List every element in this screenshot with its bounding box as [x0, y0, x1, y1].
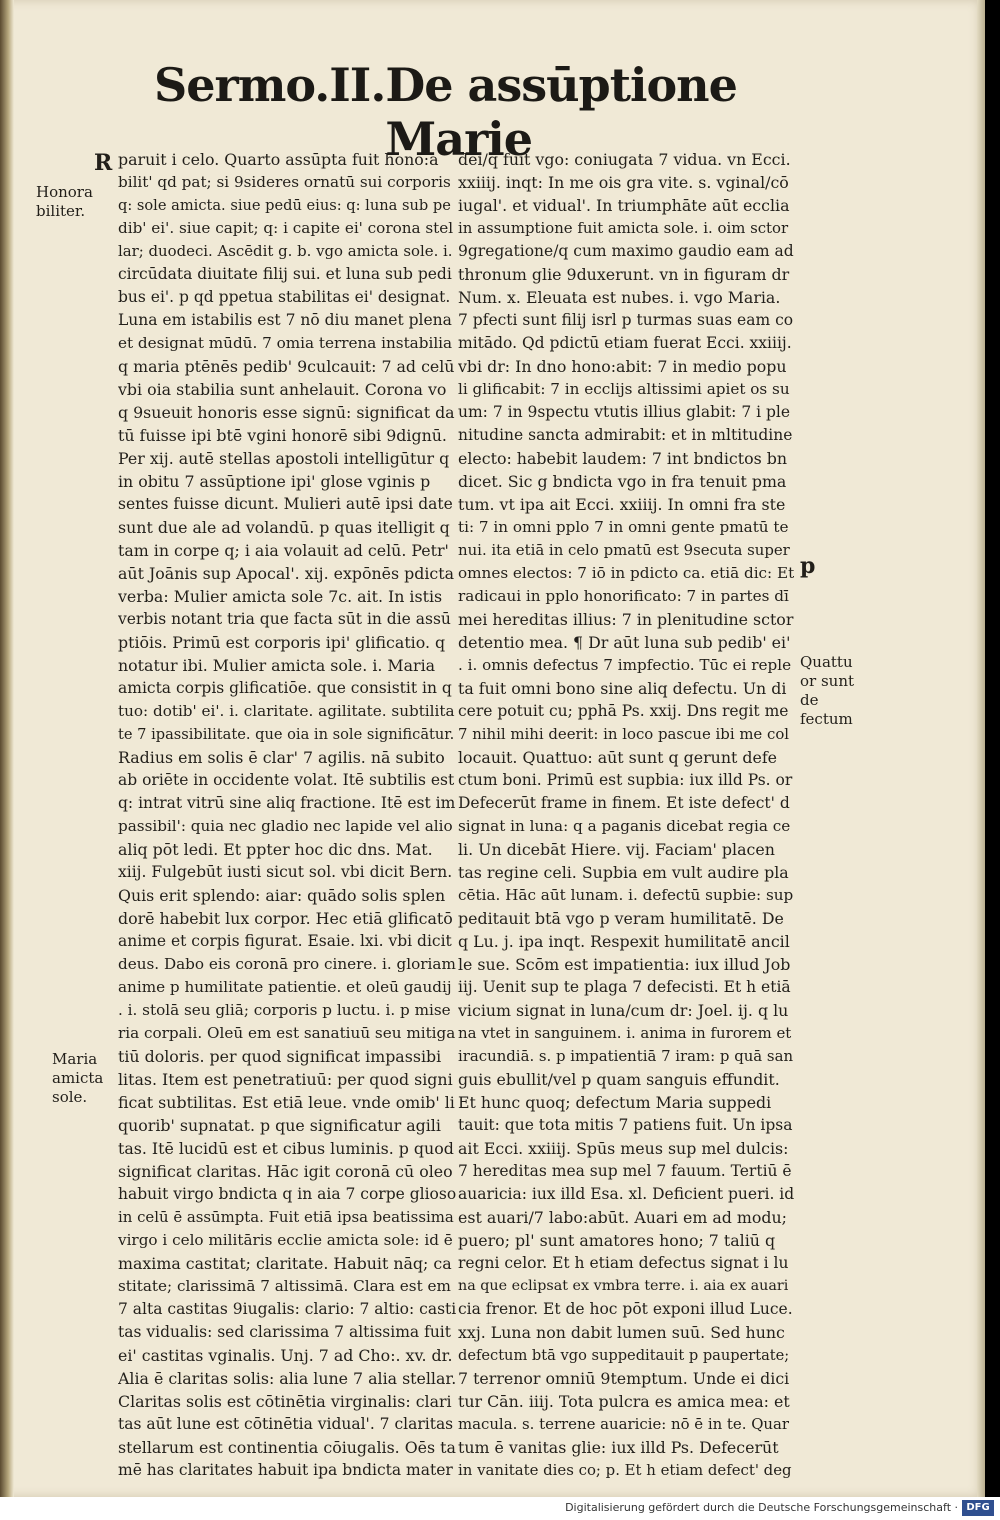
text-line: aliq pōt ledi. Et ppter hoc dic dns. Mat. [118, 840, 433, 859]
text-line: bilit' qd pat; si 9sideres ornatū sui corporis [118, 173, 451, 191]
text-line: Num. x. Eleuata est nubes. i. vgo Maria. [458, 288, 781, 307]
text-line: verbis notant tria que facta sūt in die assū [118, 610, 451, 628]
text-line: um: 7 in 9spectu vtutis illius glabit: 7 i ple [458, 403, 791, 421]
text-line: tam in corpe q; i aia volauit ad celū. Petr' [118, 541, 449, 560]
text-line: locauit. Quattuo: aūt sunt q gerunt defe [458, 748, 778, 767]
footer-credit: Digitalisierung gefördert durch die Deutsche Forschungsgemeinschaft · [565, 1501, 958, 1514]
header-title: De assūptione Marie [385, 58, 737, 166]
text-line: iugal'. et vidual'. In triumphāte aūt ecclia [458, 196, 790, 215]
text-line: xxj. Luna non dabit lumen suū. Sed hunc [458, 1323, 785, 1342]
text-line: regni celor. Et h etiam defectus signat i lu [458, 1254, 789, 1272]
text-line: iij. Uenit sup te plaga 7 defecisti. Et h etiā [458, 978, 791, 996]
text-line: guis ebullit/vel p quam sanguis effundit. [458, 1070, 780, 1089]
text-line: stellarum est continentia cōiugalis. Oēs ta [118, 1438, 456, 1457]
text-line: virgo i celo militāris ecclie amicta sole: id ē [118, 1231, 453, 1249]
text-line: li glificabit: 7 in ecclijs altissimi apiet os su [458, 380, 790, 398]
text-line: amicta corpis glificatiōe. que consistit in q [118, 679, 452, 697]
margin-note-line: amicta [52, 1069, 104, 1087]
text-line: tū fuisse ipi btē vgini honorē sibi 9dignū. [118, 426, 447, 445]
text-line: in vanitate dies co; p. Et h etiam defect' deg [458, 1461, 792, 1479]
text-line: . i. stolā seu gliā; corporis p luctu. i. p mise [118, 1001, 451, 1019]
text-line: vicium signat in luna/cum dr: Joel. ij. q lu [458, 1001, 789, 1020]
text-line: tauit: que tota mitis 7 patiens fuit. Un ipsa [458, 1116, 793, 1134]
text-line: Et hunc quoq; defectum Maria suppedi [458, 1093, 772, 1112]
text-line: dicet. Sic g bndicta vgo in fra tenuit pma [458, 472, 787, 491]
text-line: ta fuit omni bono sine aliq defectu. Un di [458, 679, 787, 698]
margin-note-line: Honora [36, 183, 93, 201]
initial-letter-left: R [94, 150, 113, 176]
text-line: quorib' supnatat. p que significatur agili [118, 1116, 441, 1135]
text-line: signat in luna: q a paganis dicebat regia ce [458, 817, 791, 835]
text-line: Quis erit splendo: aiar: quādo solis splen [118, 886, 446, 905]
text-line: mei hereditas illius: 7 in plenitudine sctor [458, 610, 794, 629]
text-line: 7 terrenor omniū 9temptum. Unde ei dici [458, 1369, 790, 1388]
text-line: litas. Item est penetratiuū: per quod signi [118, 1070, 453, 1089]
text-line: tas aūt lune est cōtinētia vidual'. 7 claritas [118, 1415, 454, 1433]
text-line: circūdata diuitate filij sui. et luna sub pedi [118, 265, 452, 283]
text-line: defectum btā vgo suppeditauit p paupertate; [458, 1347, 790, 1364]
text-line: cētia. Hāc aūt lunam. i. defectū supbie: sup [458, 886, 794, 904]
text-line: . i. omnis defectus 7 impfectio. Tūc ei reple [458, 656, 792, 674]
text-line: xxiiij. inqt: In me ois gra vite. s. vginal/cō [458, 173, 789, 192]
text-line: ab oriēte in occidente volat. Itē subtilis est [118, 771, 455, 789]
text-line: in celū ē assūmpta. Fuit etiā ipsa beatissima [118, 1208, 454, 1226]
text-line: stitate; clarissimā 7 altissimā. Clara est em [118, 1277, 451, 1295]
text-line: Radius em solis ē clar' 7 agilis. nā subito [118, 748, 445, 767]
text-line: li. Un dicebāt Hiere. vij. Faciam' placen [458, 840, 775, 859]
text-line: deus. Dabo eis coronā pro cinere. i. gloriam [118, 955, 456, 973]
text-line: ficat subtilitas. Est etiā leue. vnde omib' li [118, 1093, 455, 1112]
text-line: ei' castitas vginalis. Unj. 7 ad Cho:. xv. dr. [118, 1346, 453, 1365]
text-line: anime p humilitate patientie. et oleū gaudij [118, 978, 452, 996]
text-line: Luna em istabilis est 7 nō diu manet plena [118, 311, 452, 329]
text-line: nui. ita etiā in celo pmatū est 9secuta super [458, 541, 790, 559]
text-line: le sue. Scōm est impatientia: iux illud Job [458, 955, 791, 974]
text-line: maxima castitat; claritate. Habuit nāq; ca [118, 1254, 452, 1273]
margin-note-line: de [800, 691, 819, 709]
text-line: 7 hereditas mea sup mel 7 fauum. Tertiū ē [458, 1162, 792, 1180]
text-line: iracundiā. s. p impatientiā 7 iram: p quā san [458, 1047, 794, 1065]
text-line: te 7 ipassibilitate. que oia in sole significātur. [118, 726, 455, 743]
margin-note-honorabiliter [36, 183, 116, 221]
text-line: xiij. Fulgebūt iusti sicut sol. vbi dicit Bern. [118, 863, 453, 881]
text-line: ria corpali. Oleū em est sanatiuū seu mitiga [118, 1024, 456, 1042]
text-line: tas regine celi. Supbia em vult audire pla [458, 863, 789, 882]
text-line: notatur ibi. Mulier amicta sole. i. Maria [118, 656, 436, 675]
text-line: habuit virgo bndicta q in aia 7 corpe glioso [118, 1185, 456, 1203]
text-line: tum. vt ipa ait Ecci. xxiiij. In omni fra ste [458, 495, 786, 514]
text-line: Defecerūt frame in finem. Et iste defect' d [458, 794, 790, 812]
text-line: tas. Itē lucidū est et cibus luminis. p quod [118, 1139, 454, 1158]
text-line: ait Ecci. xxiiij. Spūs meus sup mel dulcis: [458, 1139, 789, 1158]
text-line: q Lu. j. ipa inqt. Respexit humilitatē ancil [458, 932, 790, 951]
margin-note-line: Quattu [800, 653, 853, 671]
text-line: vbi dr: In dno hono:abit: 7 in medio popu [458, 357, 787, 376]
margin-note-maria-amicta [52, 1050, 118, 1107]
text-column-left [118, 148, 456, 1482]
text-line: Per xij. autē stellas apostoli intelligūtur q [118, 449, 450, 468]
text-line: tuo: dotib' ei'. i. claritate. agilitate. subtilita [118, 702, 455, 720]
text-line: na vtet in sanguinem. i. anima in furorem et [458, 1024, 792, 1042]
margin-note-quattuor [800, 653, 860, 729]
text-line: omnes electos: 7 iō in pdicto ca. etiā dic: Et [458, 564, 794, 582]
text-line: q maria ptēnēs pedib' 9culcauit: 7 ad celū [118, 357, 455, 376]
text-line: thronum glie 9duxerunt. vn in figuram dr [458, 265, 790, 284]
header-sermon: Sermo.II. [154, 58, 386, 112]
text-line: tum ē vanitas glie: iux illd Ps. Defecerūt [458, 1438, 779, 1457]
margin-note-line: biliter. [36, 202, 86, 220]
text-line: sentes fuisse dicunt. Mulieri autē ipsi date [118, 495, 453, 513]
text-line: dei/q fuit vgo: coniugata 7 vidua. vn Ecci. [458, 150, 791, 169]
text-line: bus ei'. p qd ppetua stabilitas ei' designat. [118, 288, 451, 306]
text-line: vbi oia stabilia sunt anhelauit. Corona vo [118, 380, 447, 399]
text-line: tiū doloris. per quod significat impassibi [118, 1047, 442, 1066]
text-line: lar; duodeci. Ascēdit g. b. vgo amicta sole. i. [118, 242, 453, 260]
text-line: aūt Joānis sup Apocal'. xij. expōnēs pdicta [118, 564, 455, 583]
text-line: tur Cān. iiij. Tota pulcra es amica mea: et [458, 1392, 790, 1411]
text-line: electo: habebit laudem: 7 int bndictos bn [458, 449, 788, 468]
initial-letter-right: p [800, 553, 816, 579]
text-line: ti: 7 in omni pplo 7 in omni gente pmatū te [458, 518, 789, 536]
text-line: na que eclipsat ex vmbra terre. i. aia ex auari [458, 1278, 789, 1294]
text-line: 7 pfecti sunt filij isrl p turmas suas eam co [458, 311, 794, 329]
text-line: Claritas solis est cōtinētia virginalis: clari [118, 1392, 452, 1411]
text-line: est auari/7 labo:abūt. Auari em ad modu; [458, 1208, 787, 1227]
text-line: paruit i celo. Quarto assūpta fuit hono:a [118, 150, 439, 169]
text-line: peditauit btā vgo p veram humilitatē. De [458, 909, 784, 928]
text-line: sunt due ale ad volandū. p quas itelligit q [118, 518, 450, 537]
text-line: in obitu 7 assūptione ipi' glose vginis p [118, 472, 431, 491]
text-line: 7 nihil mihi deerit: in loco pascue ibi me col [458, 725, 790, 743]
text-line: q: sole amicta. siue pedū eius: q: luna sub pe [118, 197, 451, 214]
text-line: mē has claritates habuit ipa bndicta mater [118, 1461, 453, 1479]
margin-note-line: Maria [52, 1050, 98, 1068]
text-line: in assumptione fuit amicta sole. i. oim sctor [458, 219, 789, 237]
text-line: passibil': quia nec gladio nec lapide vel alio [118, 817, 453, 835]
text-line: verba: Mulier amicta sole 7c. ait. In istis [118, 587, 443, 606]
text-line: ptiōis. Primū est corporis ipi' glificatio. q [118, 633, 446, 652]
text-column-right [458, 148, 794, 1482]
book-spine [0, 0, 14, 1497]
text-line: mitādo. Qd pdictū etiam fuerat Ecci. xxiiij. [458, 334, 792, 352]
text-line: q: intrat vitrū sine aliq fractione. Itē est im [118, 794, 456, 812]
text-line: dib' ei'. siue capit; q: i capite ei' corona stel [118, 219, 454, 237]
text-line: auaricia: iux illd Esa. xl. Deficient pueri. id [458, 1185, 794, 1203]
text-line: nitudine sancta admirabit: et in mltitudine [458, 426, 793, 444]
margin-note-line: fectum [800, 710, 853, 728]
text-line: macula. s. terrene auaricie: nō ē in te. Quar [458, 1415, 789, 1433]
text-line: 7 alta castitas 9iugalis: clario: 7 altio: casti [118, 1300, 456, 1318]
text-line: significat claritas. Hāc igit coronā cū oleo [118, 1162, 453, 1181]
digitization-footer [0, 1497, 1000, 1520]
text-line: Alia ē claritas solis: alia lune 7 alia stellar. [118, 1369, 456, 1388]
text-line: cia frenor. Et de hoc pōt exponi illud Luce. [458, 1300, 793, 1318]
page-edge [977, 0, 985, 1497]
text-line: ctum boni. Primū est supbia: iux illd Ps. or [458, 771, 793, 789]
text-line: q 9sueuit honoris esse signū: significat da [118, 403, 455, 422]
text-line: radicaui in pplo honorificato: 7 in partes dī [458, 587, 789, 605]
text-line: dorē habebit lux corpor. Hec etiā glificatō [118, 909, 453, 928]
text-line: detentio mea. ¶ Dr aūt luna sub pedib' ei' [458, 633, 791, 652]
text-line: 9gregatione/q cum maximo gaudio eam ad [458, 242, 794, 260]
text-line: anime et corpis figurat. Esaie. lxi. vbi dicit [118, 932, 452, 950]
dfg-logo: DFG [962, 1500, 994, 1516]
text-line: et designat mūdū. 7 omia terrena instabilia [118, 334, 453, 352]
margin-note-line: sole. [52, 1088, 88, 1106]
text-line: puero; pl' sunt amatores hono; 7 taliū q [458, 1231, 776, 1250]
margin-note-line: or sunt [800, 672, 855, 690]
text-line: cere potuit cu; pphā Ps. xxij. Dns regit me [458, 702, 789, 720]
text-line: tas vidualis: sed clarissima 7 altissima fuit [118, 1323, 451, 1341]
